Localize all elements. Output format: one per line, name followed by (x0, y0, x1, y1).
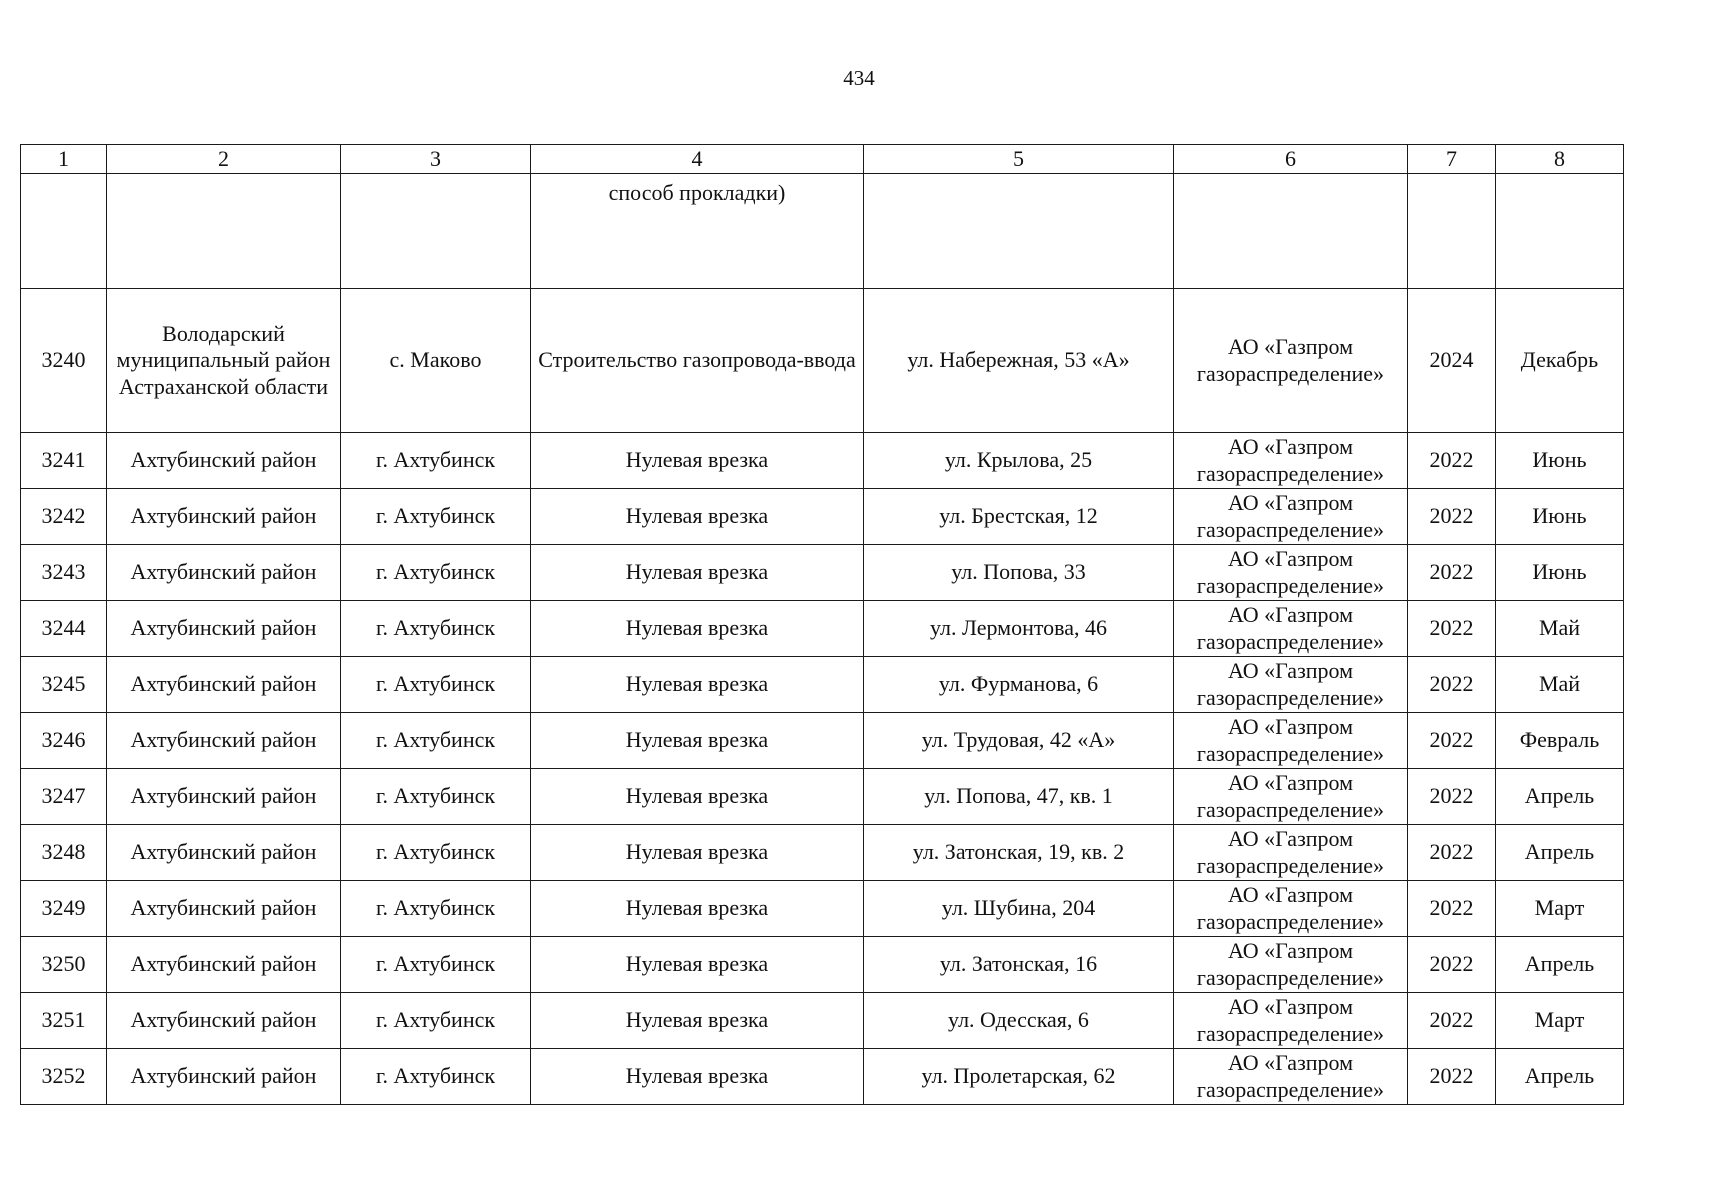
address-cell: ул. Шубина, 204 (864, 881, 1174, 937)
page-number: 434 (843, 66, 875, 90)
year-cell: 2022 (1408, 825, 1496, 881)
organization-cell: АО «Газпром газораспределение» (1174, 489, 1408, 545)
district-cell: Ахтубинский район (107, 825, 341, 881)
district-cell: Ахтубинский район (107, 1049, 341, 1105)
work-type-cell: Нулевая врезка (531, 545, 864, 601)
row-number-cell: 3247 (21, 769, 107, 825)
organization-cell: АО «Газпром газораспределение» (1174, 657, 1408, 713)
settlement-cell: г. Ахтубинск (341, 993, 531, 1049)
year-cell: 2022 (1408, 993, 1496, 1049)
address-cell: ул. Лермонтова, 46 (864, 601, 1174, 657)
month-cell: Март (1496, 993, 1624, 1049)
continuation-cell (1174, 174, 1408, 289)
district-cell: Ахтубинский район (107, 769, 341, 825)
month-cell: Май (1496, 601, 1624, 657)
year-cell: 2022 (1408, 881, 1496, 937)
settlement-cell: г. Ахтубинск (341, 769, 531, 825)
month-cell: Февраль (1496, 713, 1624, 769)
month-cell: Июнь (1496, 489, 1624, 545)
settlement-cell: г. Ахтубинск (341, 601, 531, 657)
work-type-cell: Нулевая врезка (531, 825, 864, 881)
month-cell: Июнь (1496, 433, 1624, 489)
settlement-cell: г. Ахтубинск (341, 1049, 531, 1105)
table-row (21, 601, 1624, 657)
row-number-cell: 3245 (21, 657, 107, 713)
month-cell: Апрель (1496, 937, 1624, 993)
district-cell: Володарский муниципальный район Астраханской области (107, 289, 341, 433)
continuation-cell (1408, 174, 1496, 289)
address-cell: ул. Затонская, 19, кв. 2 (864, 825, 1174, 881)
month-cell: Май (1496, 657, 1624, 713)
district-cell: Ахтубинский район (107, 993, 341, 1049)
district-cell: Ахтубинский район (107, 489, 341, 545)
address-cell: ул. Затонская, 16 (864, 937, 1174, 993)
month-cell: Март (1496, 881, 1624, 937)
address-cell: ул. Попова, 47, кв. 1 (864, 769, 1174, 825)
column-number: 4 (531, 145, 864, 174)
organization-cell: АО «Газпром газораспределение» (1174, 289, 1408, 433)
address-cell: ул. Одесская, 6 (864, 993, 1174, 1049)
district-cell: Ахтубинский район (107, 937, 341, 993)
table-row (21, 937, 1624, 993)
work-type-cell: Нулевая врезка (531, 993, 864, 1049)
row-number-cell: 3243 (21, 545, 107, 601)
column-number: 1 (21, 145, 107, 174)
year-cell: 2022 (1408, 489, 1496, 545)
month-cell: Апрель (1496, 769, 1624, 825)
organization-cell: АО «Газпром газораспределение» (1174, 545, 1408, 601)
column-number: 2 (107, 145, 341, 174)
work-type-cell: Нулевая врезка (531, 713, 864, 769)
month-cell: Апрель (1496, 1049, 1624, 1105)
organization-cell: АО «Газпром газораспределение» (1174, 825, 1408, 881)
table-row (21, 433, 1624, 489)
organization-cell: АО «Газпром газораспределение» (1174, 713, 1408, 769)
table-row (21, 713, 1624, 769)
address-cell: ул. Пролетарская, 62 (864, 1049, 1174, 1105)
organization-cell: АО «Газпром газораспределение» (1174, 937, 1408, 993)
organization-cell: АО «Газпром газораспределение» (1174, 433, 1408, 489)
continuation-cell (107, 174, 341, 289)
settlement-cell: г. Ахтубинск (341, 657, 531, 713)
settlement-cell: г. Ахтубинск (341, 489, 531, 545)
work-type-cell: Нулевая врезка (531, 937, 864, 993)
settlement-cell: г. Ахтубинск (341, 937, 531, 993)
settlement-cell: г. Ахтубинск (341, 545, 531, 601)
work-type-cell: Строительство газопровода-ввода (531, 289, 864, 433)
organization-cell: АО «Газпром газораспределение» (1174, 1049, 1408, 1105)
year-cell: 2022 (1408, 433, 1496, 489)
work-type-cell: Нулевая врезка (531, 601, 864, 657)
district-cell: Ахтубинский район (107, 881, 341, 937)
year-cell: 2022 (1408, 769, 1496, 825)
settlement-cell: г. Ахтубинск (341, 713, 531, 769)
column-number: 5 (864, 145, 1174, 174)
continuation-row (21, 174, 1624, 289)
table-row (21, 993, 1624, 1049)
organization-cell: АО «Газпром газораспределение» (1174, 881, 1408, 937)
district-cell: Ахтубинский район (107, 601, 341, 657)
continuation-cell: способ прокладки) (531, 174, 864, 289)
table-row (21, 657, 1624, 713)
month-cell: Декабрь (1496, 289, 1624, 433)
year-cell: 2022 (1408, 545, 1496, 601)
organization-cell: АО «Газпром газораспределение» (1174, 993, 1408, 1049)
column-number: 6 (1174, 145, 1408, 174)
continuation-cell (21, 174, 107, 289)
district-cell: Ахтубинский район (107, 433, 341, 489)
organization-cell: АО «Газпром газораспределение» (1174, 769, 1408, 825)
table-row (21, 1049, 1624, 1105)
column-number-row (21, 145, 1624, 174)
row-number-cell: 3249 (21, 881, 107, 937)
row-number-cell: 3240 (21, 289, 107, 433)
work-type-cell: Нулевая врезка (531, 1049, 864, 1105)
work-type-cell: Нулевая врезка (531, 769, 864, 825)
address-cell: ул. Фурманова, 6 (864, 657, 1174, 713)
district-cell: Ахтубинский район (107, 545, 341, 601)
table-row (21, 489, 1624, 545)
row-number-cell: 3252 (21, 1049, 107, 1105)
year-cell: 2022 (1408, 657, 1496, 713)
settlement-cell: г. Ахтубинск (341, 825, 531, 881)
month-cell: Апрель (1496, 825, 1624, 881)
continuation-cell (864, 174, 1174, 289)
column-number: 7 (1408, 145, 1496, 174)
table-row (21, 289, 1624, 433)
table-row (21, 545, 1624, 601)
row-number-cell: 3250 (21, 937, 107, 993)
column-number: 8 (1496, 145, 1624, 174)
continuation-cell (341, 174, 531, 289)
row-number-cell: 3244 (21, 601, 107, 657)
gasification-table (20, 144, 1624, 1105)
settlement-cell: с. Маково (341, 289, 531, 433)
address-cell: ул. Трудовая, 42 «А» (864, 713, 1174, 769)
year-cell: 2022 (1408, 937, 1496, 993)
work-type-cell: Нулевая врезка (531, 657, 864, 713)
work-type-cell: Нулевая врезка (531, 433, 864, 489)
row-number-cell: 3248 (21, 825, 107, 881)
address-cell: ул. Попова, 33 (864, 545, 1174, 601)
address-cell: ул. Брестская, 12 (864, 489, 1174, 545)
work-type-cell: Нулевая врезка (531, 489, 864, 545)
continuation-cell (1496, 174, 1624, 289)
table-row (21, 769, 1624, 825)
district-cell: Ахтубинский район (107, 657, 341, 713)
settlement-cell: г. Ахтубинск (341, 433, 531, 489)
work-type-cell: Нулевая врезка (531, 881, 864, 937)
row-number-cell: 3241 (21, 433, 107, 489)
year-cell: 2022 (1408, 713, 1496, 769)
month-cell: Июнь (1496, 545, 1624, 601)
settlement-cell: г. Ахтубинск (341, 881, 531, 937)
year-cell: 2024 (1408, 289, 1496, 433)
row-number-cell: 3242 (21, 489, 107, 545)
row-number-cell: 3251 (21, 993, 107, 1049)
year-cell: 2022 (1408, 1049, 1496, 1105)
table-body (21, 145, 1624, 1105)
table-row (21, 881, 1624, 937)
organization-cell: АО «Газпром газораспределение» (1174, 601, 1408, 657)
column-number: 3 (341, 145, 531, 174)
address-cell: ул. Крылова, 25 (864, 433, 1174, 489)
row-number-cell: 3246 (21, 713, 107, 769)
year-cell: 2022 (1408, 601, 1496, 657)
district-cell: Ахтубинский район (107, 713, 341, 769)
address-cell: ул. Набережная, 53 «А» (864, 289, 1174, 433)
table-row (21, 825, 1624, 881)
